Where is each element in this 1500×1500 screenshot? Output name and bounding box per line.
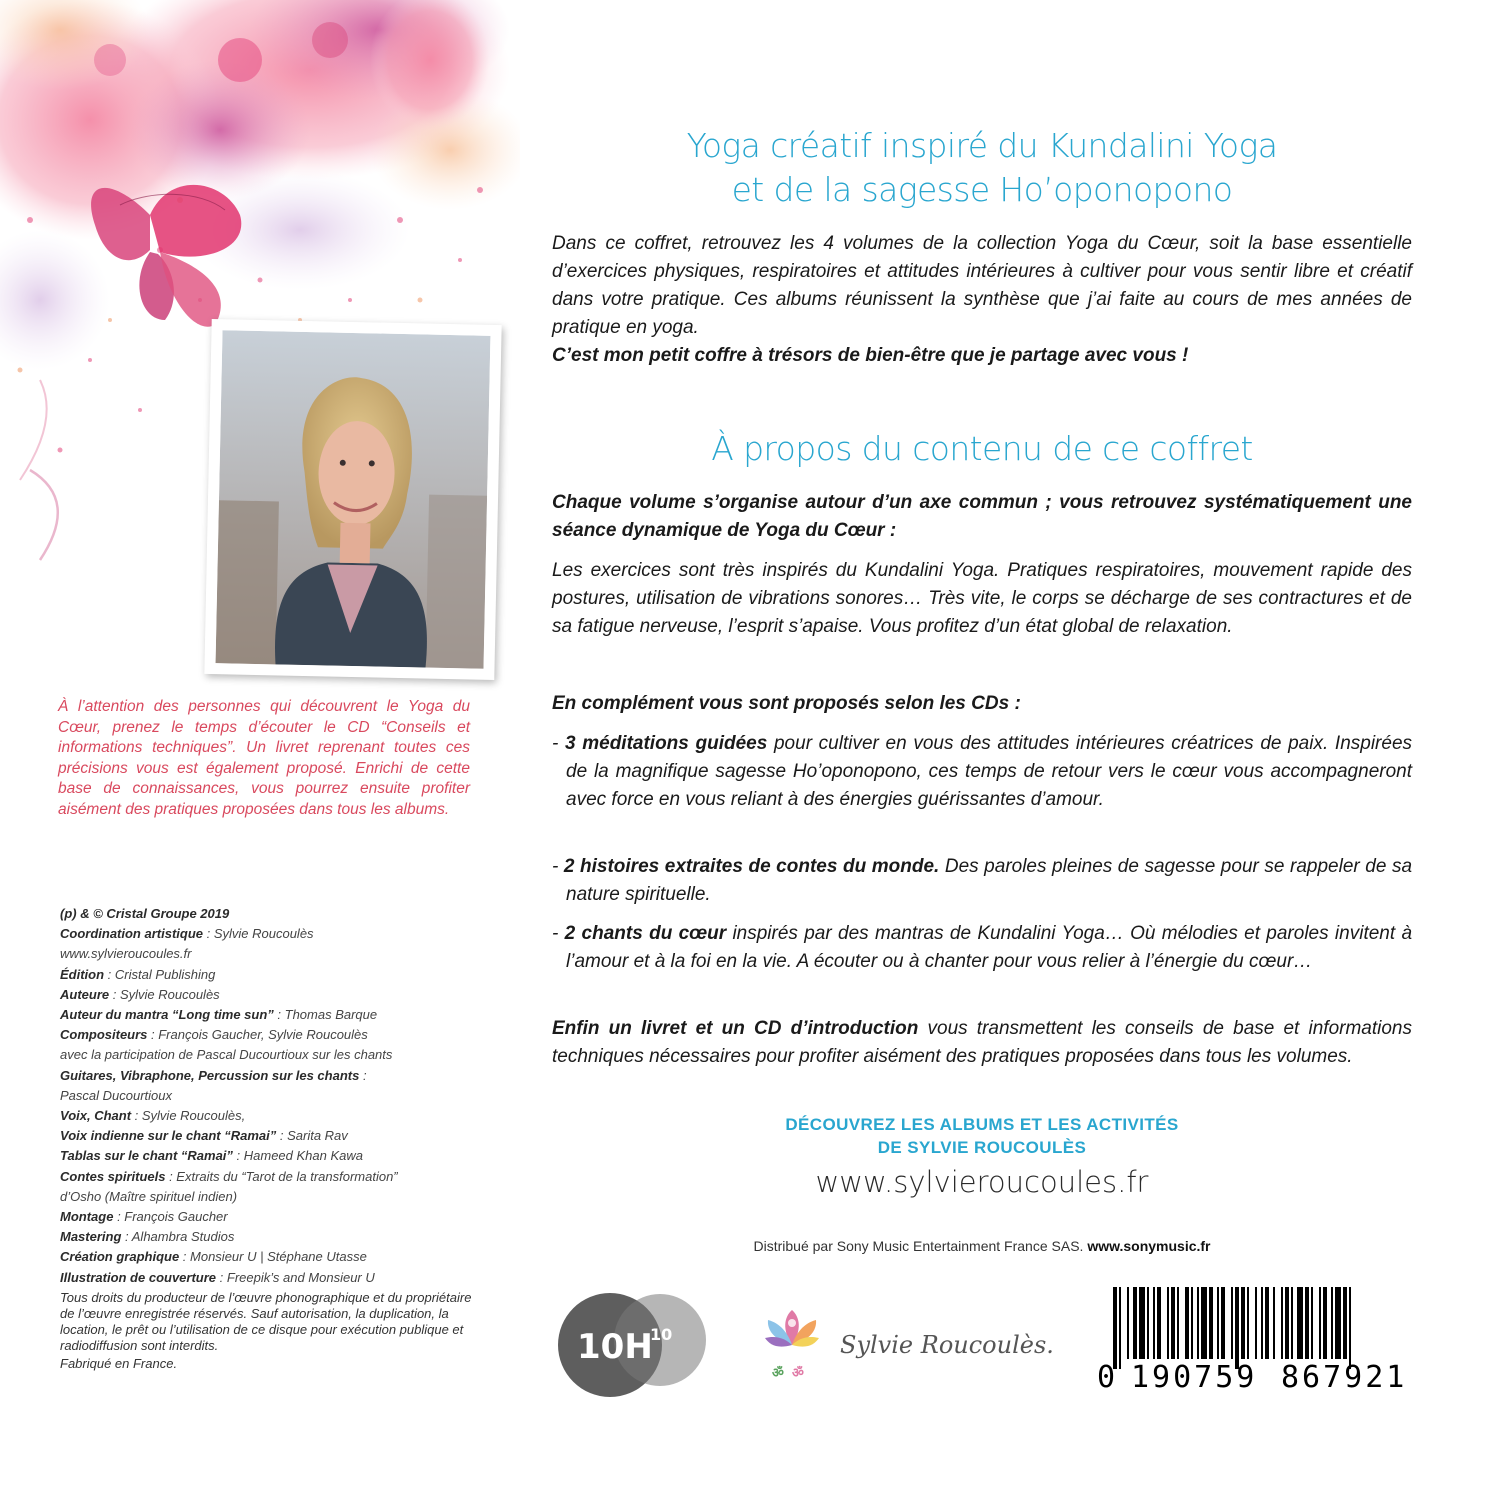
list-item: - 2 histoires extraites de contes du monde. Des paroles pleines de sagesse pour se rappeler de sa nature spirituelle.: [552, 856, 1413, 905]
list-item: - 2 chants du cœur inspirés par des mantras de Kundalini Yoga… Où mélodies et paroles invitent à l’amour et à la foi en la vie. A écouter ou à chanter pour vous relier à l’énergie du cœur…: [552, 923, 1413, 972]
credit-line: www.sylvieroucoules.fr: [60, 946, 192, 962]
credit-line: Mastering : Alhambra Studios: [60, 1229, 235, 1245]
svg-text:867921: 867921: [1281, 1360, 1408, 1392]
credit-line: Contes spirituels : Extraits du “Tarot de la transformation”: [60, 1168, 398, 1184]
credit-line: Compositeurs : François Gaucher, Sylvie Roucoulès: [60, 1027, 368, 1043]
credits-block: [60, 904, 480, 1372]
credit-line: Auteur du mantra “Long time sun” : Thomas Barque: [60, 1007, 378, 1023]
svg-text:Sylvie Roucoulès.: Sylvie Roucoulès.: [840, 1331, 1054, 1359]
credit-line: Création graphique : Monsieur U | Stéphane Utasse: [60, 1249, 367, 1265]
website-link[interactable]: www.sylvieroucoules.fr: [815, 1165, 1149, 1199]
distribution-line: Distribué par Sony Music Entertainment France SAS. www.sonymusic.fr: [753, 1238, 1211, 1254]
discover-callout: DÉCOUVREZ LES ALBUMS ET LES ACTIVITÉS DE SYLVIE ROUCOULÈS: [785, 1115, 1179, 1157]
portrait-photo: [204, 319, 501, 680]
list-item: - 3 méditations guidées pour cultiver en vous des attitudes intérieures créatrices de paix. Inspirées de la magnifique sagesse Ho’oponopono, ces temps de retour vers le cœur vous accompagneront avec force en vous reliant à des énergies guérissantes d’amour.: [552, 733, 1413, 810]
svg-text:190759: 190759: [1131, 1360, 1258, 1392]
svg-text:ॐ: ॐ: [792, 1366, 804, 1381]
svg-text:10H: 10H: [577, 1327, 653, 1367]
credit-line: avec la participation de Pascal Ducourtioux sur les chants: [60, 1047, 393, 1063]
credit-line: Illustration de couverture : Freepik’s and Monsieur U: [60, 1269, 375, 1285]
credit-line: Guitares, Vibraphone, Percussion sur les chants :: [60, 1067, 367, 1083]
svg-text:ॐ: ॐ: [772, 1366, 784, 1381]
intro-highlight: C’est mon petit coffre à trésors de bien-être que je partage avec vous !: [552, 345, 1189, 366]
credit-line: Coordination artistique : Sylvie Roucoulès: [60, 926, 314, 942]
credit-line: Voix, Chant : Sylvie Roucoulès,: [60, 1108, 246, 1124]
barcode-graphic: [1095, 1287, 1425, 1392]
closing-paragraph: Enfin un livret et un CD d’introduction vous transmettent les conseils de base et informations techniques nécessaires pour profiter aisément des pratiques proposées dans tous les volumes.: [552, 1018, 1412, 1067]
credit-line: d’Osho (Maître spirituel indien): [60, 1188, 238, 1204]
credit-line: (p) & © Cristal Groupe 2019: [60, 906, 230, 921]
about-title: À propos du contenu de ce coffret: [711, 429, 1253, 468]
lotus-logo-icon: [765, 1310, 819, 1381]
complement-heading: En complément vous sont proposés selon les CDs :: [552, 693, 1021, 714]
about-lead: Chaque volume s’organise autour d’un axe commun ; vous retrouvez systématiquement une séance dynamique de Yoga du Cœur :: [552, 492, 1412, 541]
credit-line: Montage : François Gaucher: [60, 1209, 228, 1225]
credit-line: Tablas sur le chant “Ramai” : Hameed Khan Kawa: [60, 1148, 363, 1164]
credit-line: Voix indienne sur le chant “Ramai” : Sarita Rav: [60, 1128, 348, 1144]
credit-line: Pascal Ducourtioux: [60, 1087, 172, 1103]
credit-line: Édition : Cristal Publishing: [60, 966, 216, 982]
credit-line: Auteure : Sylvie Roucoulès: [60, 986, 220, 1002]
made-in-notice: Fabriqué en France.: [60, 1355, 178, 1371]
intro-paragraph: Dans ce coffret, retrouvez les 4 volumes de la collection Yoga du Cœur, soit la base essentielle d’exercices physiques, respiratoires et attitudes intérieures à cultiver pour vous sentir libre et créatif dans votre pratique. Ces albums réunissent la synthèse que j’ai faite au cours de mes années de pratique en yoga. C’est mon petit coffre à trésors de bien-être que je partage avec vous !: [552, 233, 1412, 366]
label-logo-10h10: [555, 1290, 715, 1400]
artist-logo: [762, 1305, 1062, 1390]
svg-text:0: 0: [1097, 1360, 1116, 1392]
about-paragraph: Les exercices sont très inspirés du Kundalini Yoga. Pratiques respiratoires, mouvement rapide des postures, utilisation de vibrations sonores… Très vite, le corps se décharge de ses contractures et de sa fatigue nerveuse, l’esprit s’apaise. Vous profitez d’un état global de relaxation.: [552, 560, 1412, 637]
svg-text:10: 10: [650, 1325, 673, 1344]
introduction-note: À l’attention des personnes qui découvrent le Yoga du Cœur, prenez le temps d’écouter le CD “Conseils et informations techniques”. Un livret reprenant toutes ces précisions vous est également proposé. Enrichi de cette base de connaissances, vous pourrez ensuite profiter aisément des pratiques proposées dans tous les albums.: [58, 698, 470, 818]
intro-title: Yoga créatif inspiré du Kundalini Yoga et de la sagesse Ho’oponopono: [686, 126, 1278, 209]
rights-notice: Tous droits du producteur de l’œuvre phonographique et du propriétaire de l’œuvre enregistrée réservés. Sauf autorisation, la duplication, la location, le prêt ou l’utilisation de ce disque pour exécution publique et radiodiffusion sont interdits.: [60, 1289, 472, 1353]
sonymusic-link[interactable]: www.sonymusic.fr: [1087, 1238, 1211, 1254]
